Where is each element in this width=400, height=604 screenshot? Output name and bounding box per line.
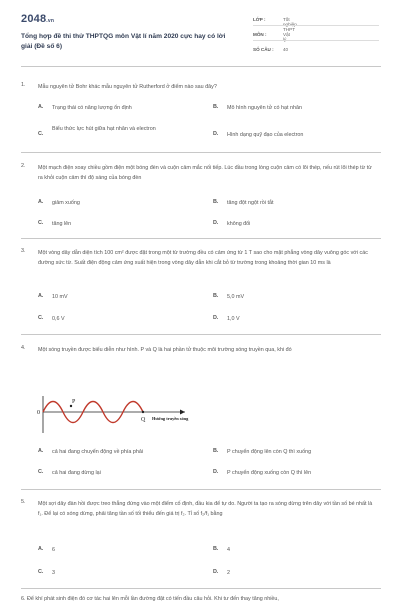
next-question-cut: 6. Để khí phát sinh điện đó cơ tác hai lên mỗi lần đường đặt có tiến đầu câu hỏi. Khi tư đến thay tăng nhiều, bbox=[21, 596, 279, 602]
question-number: 2. bbox=[21, 163, 26, 169]
question-text: Mẫu nguyên tử Bohr khác mẫu nguyên tử Rutherford ở điểm nào sau đây? bbox=[38, 84, 217, 90]
option-label: D. bbox=[213, 315, 219, 321]
option-c[interactable]: tăng lên bbox=[52, 221, 72, 227]
option-b[interactable]: 5,0 mV bbox=[227, 294, 245, 300]
option-label: D. bbox=[213, 469, 219, 475]
origin-label: 0 bbox=[37, 410, 40, 416]
option-label: B. bbox=[213, 293, 219, 299]
option-label: B. bbox=[213, 199, 219, 205]
option-label: B. bbox=[213, 546, 219, 552]
option-a[interactable]: cả hai đang chuyển động về phía phải bbox=[52, 449, 144, 455]
option-a[interactable]: giảm xuống bbox=[52, 200, 80, 206]
option-label: B. bbox=[213, 448, 219, 454]
p-label: P bbox=[72, 399, 76, 405]
question-divider bbox=[21, 334, 381, 335]
wave-figure bbox=[35, 395, 225, 435]
question-number: 4. bbox=[21, 345, 26, 351]
option-a[interactable]: 6 bbox=[52, 547, 55, 553]
option-label: A. bbox=[38, 293, 44, 299]
option-d[interactable]: Hình dạng quỹ đạo của electron bbox=[227, 132, 304, 138]
question-divider bbox=[21, 489, 381, 490]
option-b[interactable]: tăng đột ngột rồi tắt bbox=[227, 200, 274, 206]
option-a[interactable]: Trạng thái có năng lượng ổn định bbox=[52, 105, 132, 111]
divider bbox=[253, 25, 379, 26]
q-label: Q bbox=[141, 417, 146, 423]
option-b[interactable]: Mô hình nguyên tử có hạt nhân bbox=[227, 105, 302, 111]
option-b[interactable]: P chuyển động lên còn Q thì xuống bbox=[227, 449, 312, 455]
option-c[interactable]: cả hai đang dừng lại bbox=[52, 470, 101, 476]
arrow-head-icon bbox=[180, 410, 185, 415]
option-label: A. bbox=[38, 199, 44, 205]
question-text: Một mạch điện xoay chiều gồm điện một bóng đèn và cuộn cảm mắc nối tiếp. Lúc đầu trong lòng cuộn cảm có lõi thép, nếu rút lõi thép từ từ ra khỏi cuộn cảm thì độ sáng của bóng đèn bbox=[38, 165, 372, 181]
option-label: D. bbox=[213, 220, 219, 226]
option-label: C. bbox=[38, 220, 44, 226]
option-d[interactable]: không đổi bbox=[227, 221, 251, 227]
option-b[interactable]: 4 bbox=[227, 547, 230, 553]
option-d[interactable]: P chuyển động xuống còn Q thì lên bbox=[227, 470, 312, 476]
question-number: 3. bbox=[21, 248, 26, 254]
option-label: C. bbox=[38, 469, 44, 475]
option-c[interactable]: 0,6 V bbox=[52, 316, 65, 322]
option-a[interactable]: 10 mV bbox=[52, 294, 68, 300]
question-number: 1. bbox=[21, 82, 26, 88]
option-label: C. bbox=[38, 131, 44, 137]
option-label: A. bbox=[38, 448, 44, 454]
question-divider bbox=[21, 152, 381, 153]
question-text: Một vòng dây dẫn diện tích 100 cm² được đặt trong một từ trường đều có cảm ứng từ 1 T sao cho mặt phẳng vòng dây vuông góc với các đường sức từ. Suất điện động cảm ứng xuất hiện trong vòng dây dẫn khi cắt bỏ từ trường trong khoảng thời gian 10 ms là bbox=[38, 250, 368, 266]
site-logo[interactable]: 2048.vn bbox=[21, 13, 55, 25]
question-text: Một sợi dây đàn hồi được treo thẳng đứng vào một điểm cố định, đầu kia để tự do. Người ta tạo ra sóng dừng trên dây với tần số bé nhất là f₁. Để lại có sóng dừng, phải tăng tần số tối thiểu đến giá trị f₂. Tỉ số f₂/f₁ bằng bbox=[38, 501, 373, 517]
option-label: C. bbox=[38, 569, 44, 575]
question-divider bbox=[21, 238, 381, 239]
point-p bbox=[70, 405, 72, 407]
option-label: B. bbox=[213, 104, 219, 110]
option-c[interactable]: Biểu thức lực hút giữa hạt nhân và electron bbox=[52, 126, 156, 132]
axis-caption: Hướng truyền sóng bbox=[152, 416, 189, 421]
option-label: D. bbox=[213, 569, 219, 575]
option-label: A. bbox=[38, 546, 44, 552]
option-label: C. bbox=[38, 315, 44, 321]
option-c[interactable]: 3 bbox=[52, 570, 55, 576]
question-divider bbox=[21, 588, 381, 589]
question-text: Một sóng truyền được biểu diễn như hình. P và Q là hai phần tử thuộc môi trường sóng truyền qua, khi đó bbox=[38, 347, 292, 353]
option-d[interactable]: 1,0 V bbox=[227, 316, 240, 322]
option-label: A. bbox=[38, 104, 44, 110]
header-divider bbox=[21, 66, 381, 67]
option-d[interactable]: 2 bbox=[227, 570, 230, 576]
divider bbox=[253, 40, 379, 41]
option-label: D. bbox=[213, 131, 219, 137]
point-q bbox=[142, 411, 144, 413]
question-number: 5. bbox=[21, 499, 26, 505]
page-title: Tổng hợp đề thi thử THPTQG môn Vật lí năm 2020 cực hay có lời giải (Đề số 6) bbox=[21, 33, 226, 50]
